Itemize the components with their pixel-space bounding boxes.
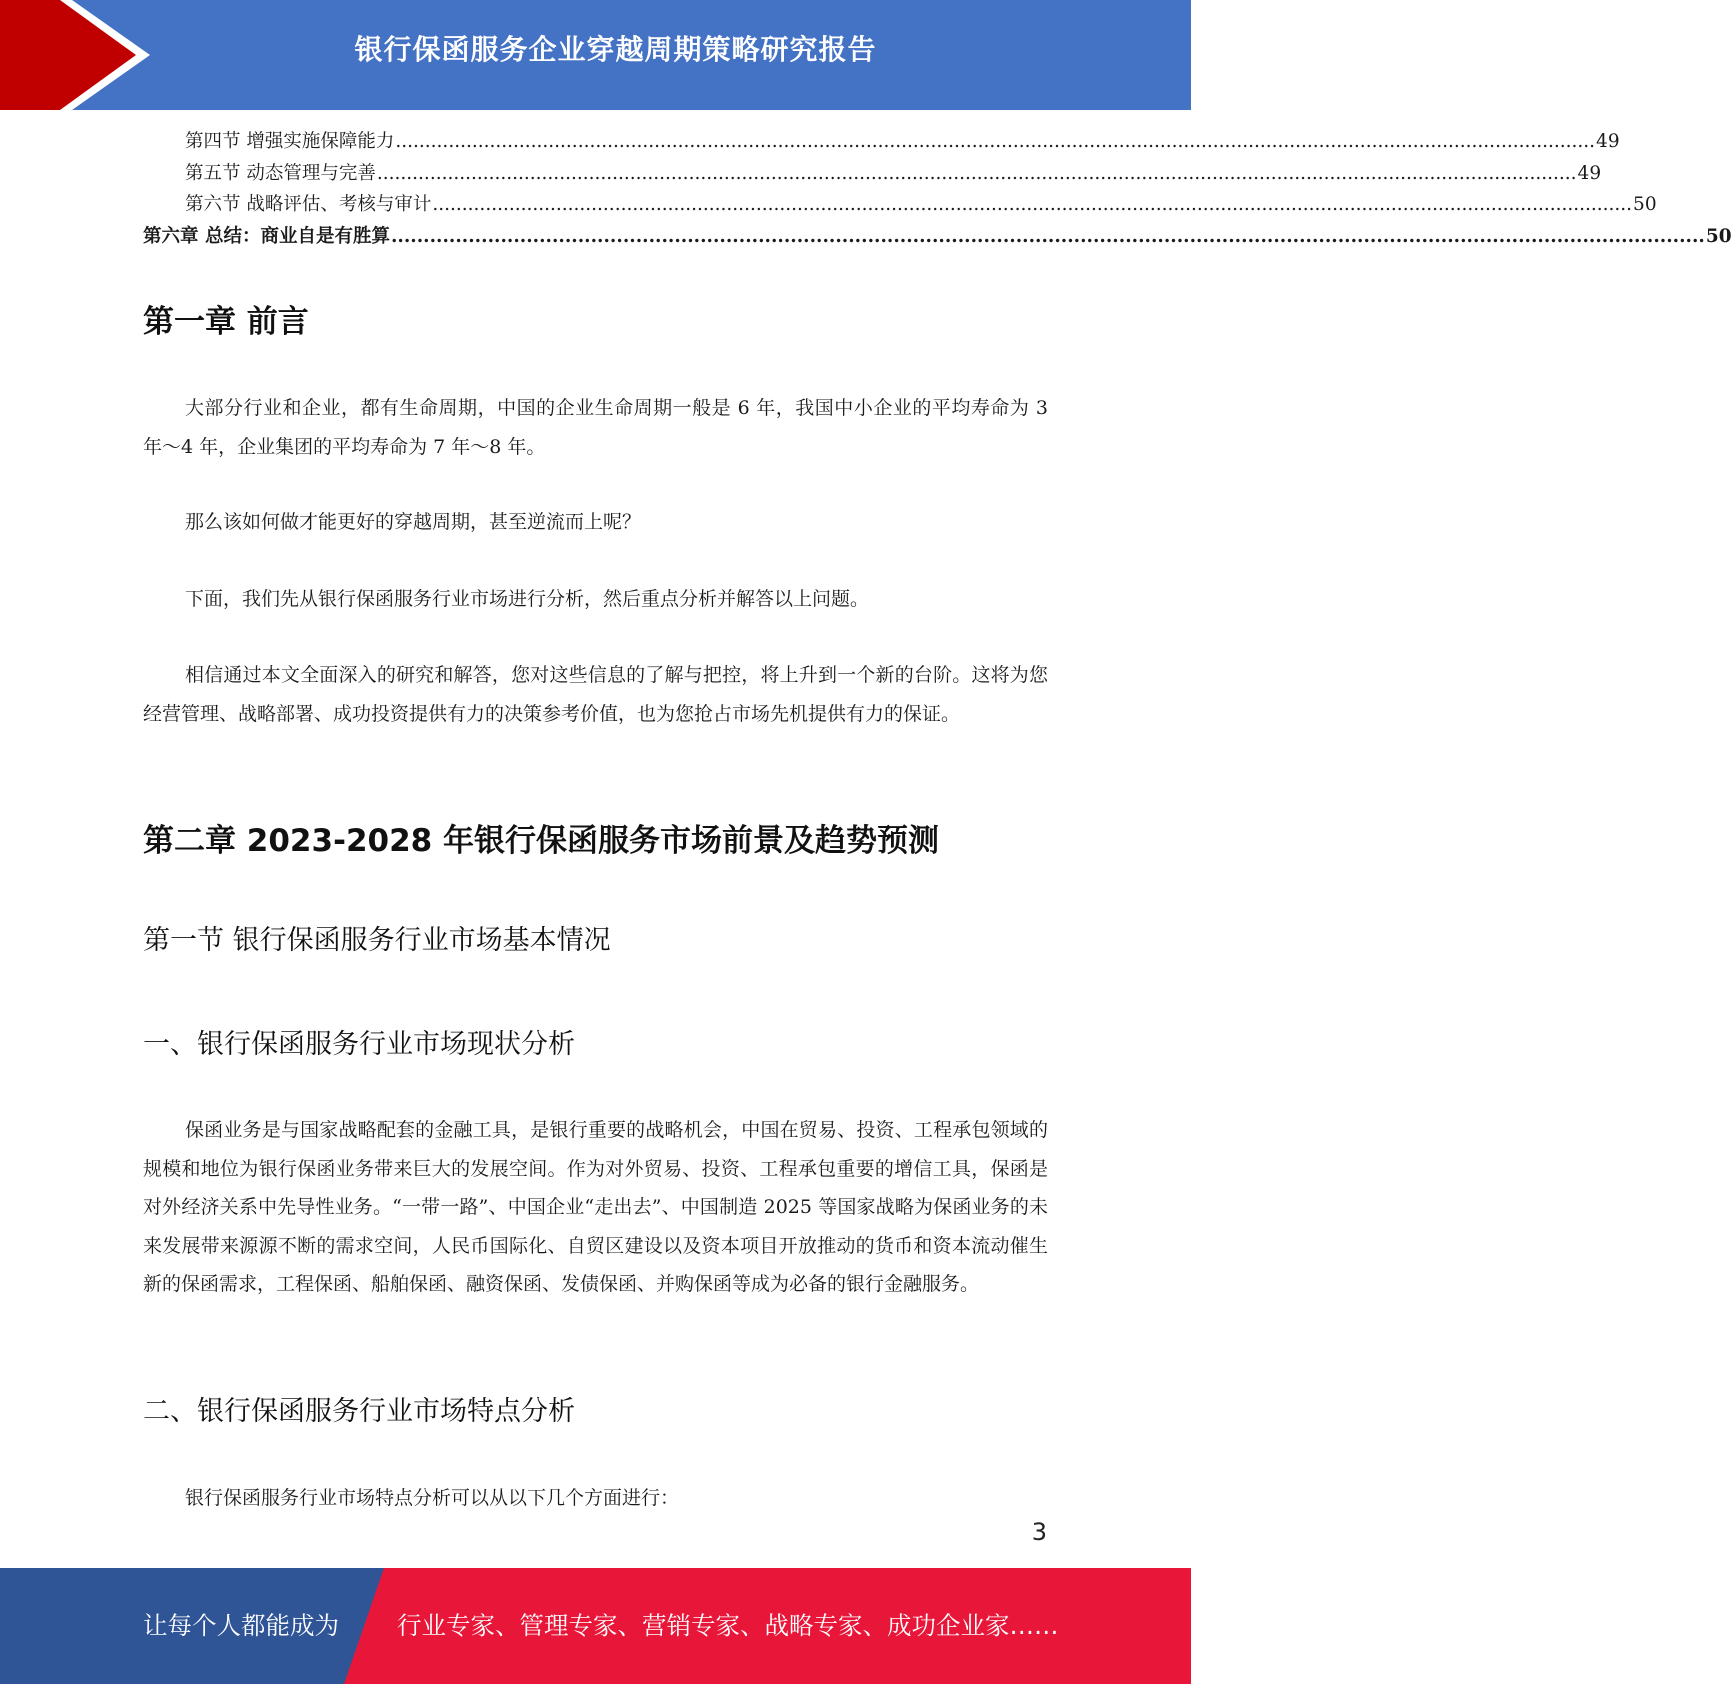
table-of-contents <box>143 126 1732 252</box>
toc-leader-dots: ............................................................................................................................................................................................................ <box>376 162 1577 184</box>
footer-slogan-right: 行业专家、管理专家、营销专家、战略专家、成功企业家…… <box>397 1611 1059 1640</box>
report-title: 银行保函服务企业穿越周期策略研究报告 <box>354 33 877 66</box>
toc-entry[interactable] <box>143 126 1620 158</box>
toc-entry-title: 第四节 增强实施保障能力 <box>185 131 395 152</box>
toc-entry[interactable] <box>143 221 1732 253</box>
subsection-heading: 二、银行保函服务行业市场特点分析 <box>143 1396 575 1427</box>
toc-entry-title: 第六节 战略评估、考核与审计 <box>185 194 432 215</box>
toc-entry-title: 第六章 总结：商业自是有胜算 <box>143 225 390 247</box>
paragraph: 保函业务是与国家战略配套的金融工具，是银行重要的战略机会，中国在贸易、投资、工程承包领域的规模和地位为银行保函业务带来巨大的发展空间。作为对外贸易、投资、工程承包重要的增信工具，保函是对外经济关系中先导性业务。“一带一路”、中国企业“走出去”、中国制造 2025 等国家战略为保函业务的未来发展带来源源不断的需求空间，人民币国际化、自贸区建设以及资本项目开放推动的货币和资本流动催生新的保函需求，工程保函、船舶保函、融资保函、发债保函、并购保函等成为必备的银行金融服务。 <box>143 1119 1048 1295</box>
page-number: 3 <box>1031 1518 1047 1546</box>
toc-entry-page: 49 <box>1596 131 1620 152</box>
paragraph: 大部分行业和企业，都有生命周期，中国的企业生命周期一般是 6 年，我国中小企业的平均寿命为 3 年～4 年，企业集团的平均寿命为 7 年～8 年。 <box>143 397 1048 458</box>
footer-slogan-left: 让每个人都能成为 <box>143 1611 339 1640</box>
footer-banner <box>0 1568 1191 1684</box>
subsection-heading: 一、银行保函服务行业市场现状分析 <box>143 1029 575 1060</box>
toc-entry-page: 50 <box>1705 225 1732 247</box>
paragraph: 相信通过本文全面深入的研究和解答，您对这些信息的了解与把控，将上升到一个新的台阶。这将为您经营管理、战略部署、成功投资提供有力的决策参考价值，也为您抢占市场先机提供有力的保证。 <box>143 664 1048 725</box>
header-banner <box>0 0 1191 110</box>
paragraph: 下面，我们先从银行保函服务行业市场进行分析，然后重点分析并解答以上问题。 <box>185 588 870 610</box>
toc-entry-title: 第五节 动态管理与完善 <box>185 162 376 184</box>
section-heading: 第一节 银行保函服务行业市场基本情况 <box>143 925 611 956</box>
paragraph: 那么该如何做才能更好的穿越周期，甚至逆流而上呢？ <box>185 511 642 533</box>
toc-entry-page: 49 <box>1577 162 1602 184</box>
toc-leader-dots: ............................................................................................................................................................................................................ <box>432 194 1633 215</box>
chapter-heading: 第一章 前言 <box>143 304 309 340</box>
paragraph: 银行保函服务行业市场特点分析可以从以下几个方面进行： <box>185 1487 680 1509</box>
toc-entry[interactable] <box>143 189 1657 221</box>
toc-leader-dots: ............................................................................................................................................................................................................ <box>390 225 1705 247</box>
toc-leader-dots: ............................................................................................................................................................................................................ <box>395 131 1596 152</box>
chapter-heading: 第二章 2023-2028 年银行保函服务市场前景及趋势预测 <box>143 823 940 859</box>
toc-entry[interactable] <box>143 158 1602 190</box>
toc-entry-page: 50 <box>1633 194 1657 215</box>
